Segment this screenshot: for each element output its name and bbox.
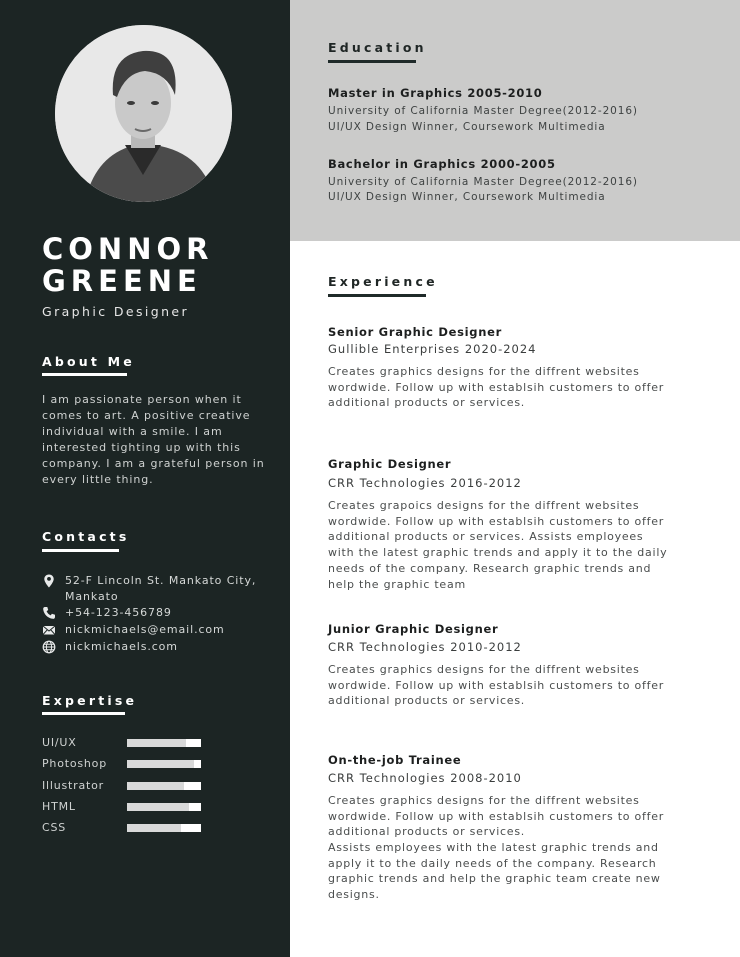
education-detail: UI/UX Design Winner, Coursework Multimedia [328,121,606,133]
education-degree: Bachelor in Graphics 2000-2005 [328,157,556,171]
experience-description: Creates grapoics designs for the diffrent websites wordwide. Follow up with establsih customers to offer additional products or services. Assists employees with the latest graphic trends and apply it to the daily needs of the company. Research graphic trends and help the graphic team [328,499,668,591]
skill-bar-fill [127,782,184,790]
skill-bar [127,760,201,768]
job-title: Graphic Designer [42,304,190,319]
skill-bar [127,782,201,790]
skill-bar [127,803,201,811]
education-heading: Education [328,40,427,55]
expertise-underline [42,712,125,715]
skill-photoshop [42,757,212,771]
experience-company: CRR Technologies 2016-2012 [328,476,522,490]
contact-website-text: nickmichaels.com [65,640,178,653]
skill-label: HTML [42,800,76,813]
contact-website[interactable] [42,639,178,655]
experience-role: On-the-job Trainee [328,753,462,767]
sidebar [0,0,290,957]
candidate-name [42,233,213,297]
skill-label: Photoshop [42,757,107,770]
contact-address [42,573,272,605]
experience-company: Gullible Enterprises 2020-2024 [328,342,537,356]
skill-bar-fill [127,824,181,832]
skill-label: UI/UX [42,736,77,749]
expertise-heading: Expertise [42,693,138,708]
education-detail: University of California Master Degree(2012-2016) [328,176,638,188]
about-heading: About Me [42,354,135,369]
education-detail: University of California Master Degree(2012-2016) [328,105,638,117]
education-degree: Master in Graphics 2005-2010 [328,86,543,100]
contact-phone-text: +54-123-456789 [65,606,172,619]
experience-description: Creates graphics designs for the diffrent websites wordwide. Follow up with establsih customers to offer additional products or services. [328,365,665,410]
experience-description-continued: Assists employees with the latest graphic trends and apply it to the daily needs of the company. Research graphic trends and help the graphic team create new designs. [328,841,661,902]
about-text: I am passionate person when it comes to art. A positive creative individual with a smile. I am interested tighting up with this company. I am a grateful person in every little thing. [42,393,265,486]
last-name: GREENE [42,264,202,298]
skill-css [42,821,212,835]
skill-bar-fill [127,803,189,811]
experience-company: CRR Technologies 2010-2012 [328,640,522,654]
experience-role: Senior Graphic Designer [328,325,502,339]
skill-bar-fill [127,760,194,768]
skill-label: CSS [42,821,67,834]
phone-icon [42,606,56,620]
education-underline [328,60,416,63]
location-pin-icon [42,574,56,588]
profile-photo [55,25,232,202]
contacts-heading: Contacts [42,529,130,544]
contact-email[interactable] [42,622,225,638]
skill-label: Illustrator [42,779,105,792]
experience-description: Creates graphics designs for the diffrent websites wordwide. Follow up with establsih customers to offer additional products or services. [328,794,665,839]
globe-icon [42,640,56,654]
experience-role: Junior Graphic Designer [328,622,499,636]
skill-html [42,800,212,814]
skill-bar [127,824,201,832]
skill-bar [127,739,201,747]
contacts-underline [42,549,119,552]
skill-bar-fill [127,739,186,747]
education-detail: UI/UX Design Winner, Coursework Multimedia [328,191,606,203]
contact-email-text: nickmichaels@email.com [65,623,225,636]
skill-illustrator [42,779,212,793]
contact-phone[interactable] [42,605,172,621]
contact-address-text: 52-F Lincoln St. Mankato City, Mankato [65,574,257,603]
experience-company: CRR Technologies 2008-2010 [328,771,522,785]
about-underline [42,373,127,376]
envelope-icon [42,623,56,637]
experience-underline [328,294,426,297]
skill-uiux [42,736,212,750]
experience-heading: Experience [328,274,438,289]
experience-role: Graphic Designer [328,457,452,471]
experience-description: Creates graphics designs for the diffrent websites wordwide. Follow up with establsih customers to offer additional products or services. [328,663,665,708]
first-name: CONNOR [42,232,214,266]
portrait-image [55,25,232,202]
